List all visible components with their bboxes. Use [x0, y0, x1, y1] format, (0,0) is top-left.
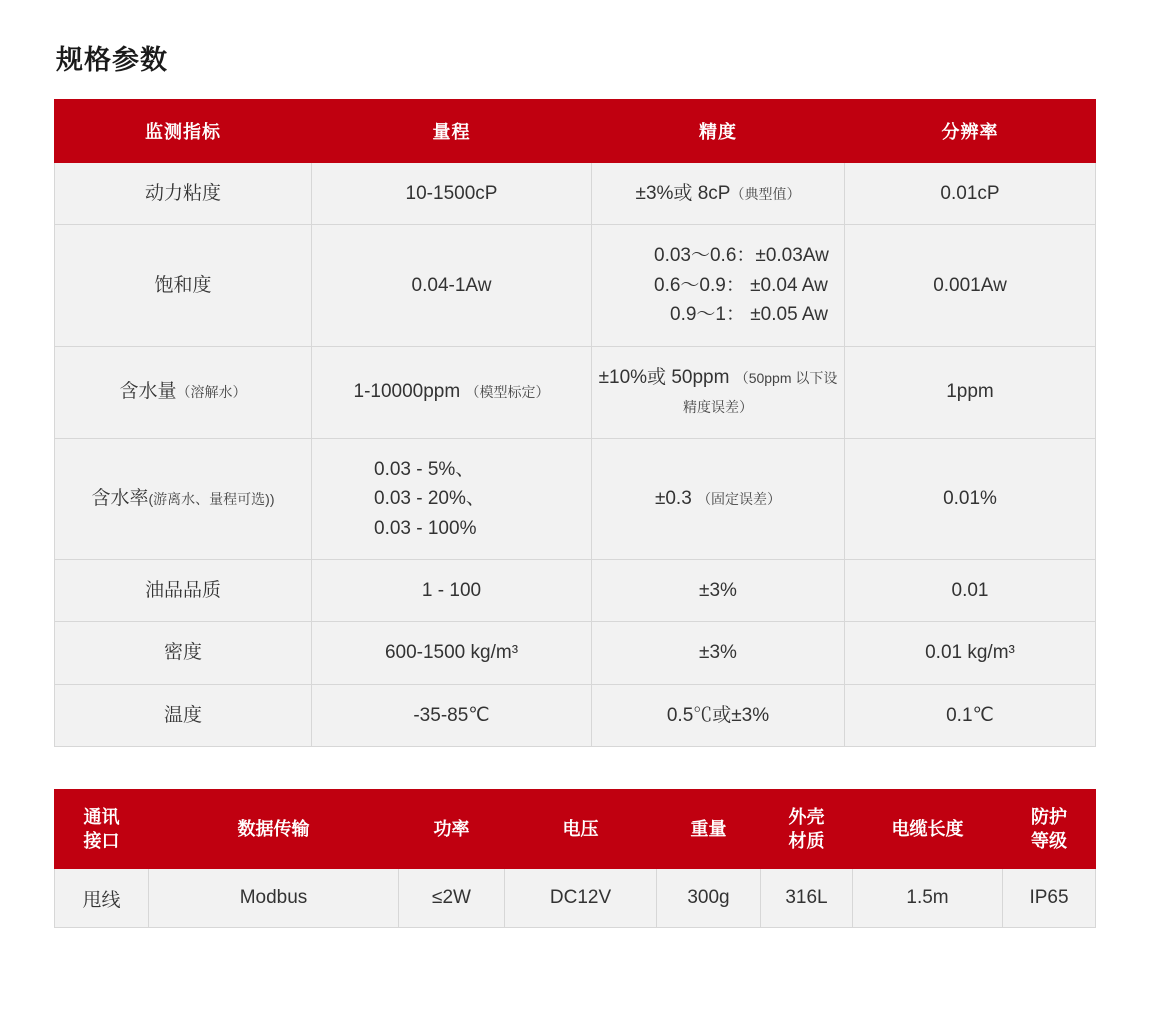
header-line: 通讯 — [83, 806, 120, 827]
cell-range — [312, 346, 592, 438]
column-header-voltage: 电压 — [505, 790, 657, 869]
table-row — [55, 684, 1096, 746]
range-value: 600-1500 kg/m³ — [384, 642, 519, 664]
specification-table — [54, 99, 1096, 747]
table-row — [55, 869, 1096, 928]
column-header-resolution: 分辨率 — [845, 100, 1096, 163]
cell-cable-length: 1.5m — [853, 869, 1003, 928]
header-line: 外壳 — [788, 806, 825, 827]
column-header-cable-length: 电缆长度 — [853, 790, 1003, 869]
cell-resolution — [845, 684, 1096, 746]
cell-indicator — [55, 559, 312, 621]
range-value: -35-85℃ — [413, 704, 490, 726]
column-header-shell-material — [761, 790, 853, 869]
table-header-row — [55, 100, 1096, 163]
resolution-value: 0.001Aw — [933, 274, 1007, 296]
accuracy-note: （固定误差） — [697, 491, 782, 508]
column-header-weight: 重量 — [657, 790, 761, 869]
spec-table-body — [55, 163, 1096, 747]
column-header-indicator: 监测指标 — [55, 100, 312, 163]
column-header-accuracy: 精度 — [592, 100, 845, 163]
indicator-name: 动力粘度 — [144, 183, 221, 204]
communication-table — [54, 789, 1096, 928]
cell-protection-level: IP65 — [1003, 869, 1096, 928]
cell-range — [312, 559, 592, 621]
cell-resolution — [845, 346, 1096, 438]
accuracy-value: ±3%或 8cP — [635, 183, 731, 204]
communication-section — [54, 789, 1095, 928]
resolution-value: 0.01% — [943, 488, 997, 510]
spec-table-head — [55, 100, 1096, 163]
cell-indicator — [55, 346, 312, 438]
cell-range — [312, 684, 592, 746]
resolution-value: 0.01cP — [940, 183, 1000, 204]
cell-weight: 300g — [657, 869, 761, 928]
resolution-value: 0.01 kg/m³ — [925, 642, 1015, 664]
cell-indicator — [55, 684, 312, 746]
accuracy-value: ±3% — [699, 579, 737, 601]
cell-resolution — [845, 622, 1096, 684]
cell-accuracy — [592, 163, 845, 225]
accuracy-value: ±3% — [699, 642, 737, 664]
header-line: 接口 — [83, 831, 120, 852]
range-line: 0.03 - 100% — [374, 517, 477, 539]
table-row — [55, 438, 1096, 559]
column-header-interface — [55, 790, 149, 869]
cell-resolution — [845, 163, 1096, 225]
table-row — [55, 559, 1096, 621]
range-value: 1 - 100 — [421, 579, 482, 601]
cell-data-transfer: Modbus — [149, 869, 399, 928]
range-value: 1-10000ppm — [353, 381, 461, 403]
cell-indicator — [55, 438, 312, 559]
cell-accuracy — [592, 559, 845, 621]
cell-accuracy — [592, 684, 845, 746]
cell-accuracy — [592, 438, 845, 559]
cell-range — [312, 622, 592, 684]
accuracy-note: （50ppm 以下设精度误差） — [683, 369, 838, 416]
range-value: 0.04-1Aw — [411, 274, 492, 296]
cell-resolution — [845, 225, 1096, 346]
resolution-value: 0.01 — [951, 579, 989, 601]
range-line: 0.03 - 20%、 — [374, 488, 485, 510]
indicator-note: (游离水、量程可选)) — [148, 491, 275, 508]
accuracy-value: ±0.3 — [654, 488, 692, 510]
accuracy-line: 0.6～0.9： ±0.04 Aw — [654, 274, 828, 296]
accuracy-line: 0.9～1： ±0.05 Aw — [670, 304, 828, 326]
table-row — [55, 163, 1096, 225]
cell-indicator — [55, 225, 312, 346]
accuracy-note: （典型值） — [730, 186, 801, 202]
page-title: 规格参数 — [56, 45, 168, 75]
cell-resolution — [845, 438, 1096, 559]
cell-voltage: DC12V — [505, 869, 657, 928]
cell-range — [312, 438, 592, 559]
cell-interface: 甩线 — [55, 869, 149, 928]
column-header-data-transfer: 数据传输 — [149, 790, 399, 869]
column-header-protection-level — [1003, 790, 1096, 869]
cell-resolution — [845, 559, 1096, 621]
table-row — [55, 346, 1096, 438]
indicator-name: 饱和度 — [154, 274, 212, 296]
indicator-name: 含水率 — [91, 488, 149, 510]
range-line: 0.03 - 5%、 — [374, 458, 475, 480]
header-line: 等级 — [1031, 831, 1067, 852]
table-row — [55, 622, 1096, 684]
range-value: 10-1500cP — [405, 183, 498, 204]
header-line: 材质 — [788, 831, 825, 852]
column-header-range: 量程 — [312, 100, 592, 163]
range-note: （模型标定） — [465, 384, 550, 401]
indicator-name: 含水量 — [119, 381, 177, 403]
cell-accuracy — [592, 622, 845, 684]
comm-table-head — [55, 790, 1096, 869]
indicator-name: 温度 — [163, 704, 202, 726]
indicator-note: （溶解水） — [176, 384, 247, 401]
accuracy-value: 0.5℃或±3% — [666, 704, 770, 726]
column-header-power: 功率 — [399, 790, 505, 869]
cell-accuracy — [592, 346, 845, 438]
cell-range — [312, 163, 592, 225]
table-header-row — [55, 790, 1096, 869]
cell-indicator — [55, 622, 312, 684]
indicator-name: 密度 — [163, 642, 202, 664]
accuracy-value: ±10%或 50ppm — [598, 366, 730, 388]
cell-shell-material: 316L — [761, 869, 853, 928]
resolution-value: 1ppm — [946, 381, 994, 403]
comm-table-body — [55, 869, 1096, 928]
cell-indicator — [55, 163, 312, 225]
indicator-name: 油品品质 — [144, 579, 221, 601]
table-row — [55, 225, 1096, 346]
cell-power: ≤2W — [399, 869, 505, 928]
cell-accuracy — [592, 225, 845, 346]
accuracy-line: 0.03～0.6：±0.03Aw — [654, 245, 829, 267]
cell-range — [312, 225, 592, 346]
header-line: 防护 — [1031, 806, 1067, 827]
resolution-value: 0.1℃ — [946, 704, 994, 726]
